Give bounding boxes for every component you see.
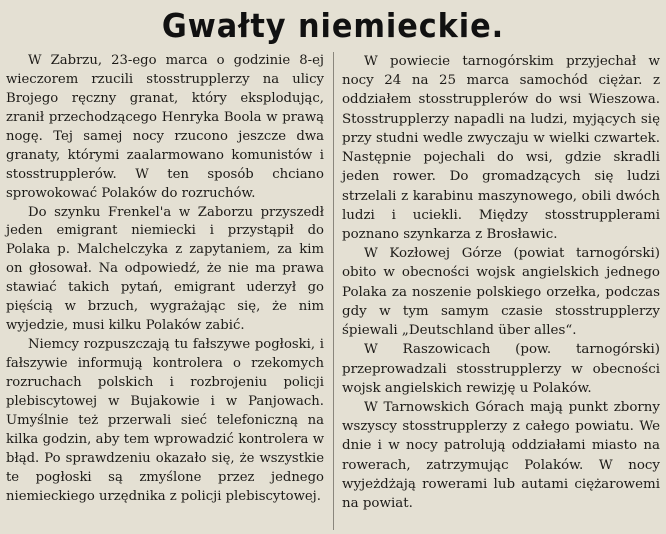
paragraph: Niemcy rozpuszczają tu fałszywe pogłoski, i fałszywie informują kontrolera o rzekomych rozruchach polskich i rozbrojeniu policji plebiscytowej w Bujakowie i w Panjowach. Umyślnie też przerwali sieć telefoniczną na kilka godzin, aby tem wprowadzić kontrolera w błąd. Po sprawdzeniu okazało się, że wszystkie te pogłoski są zmyślone przez jednego niemieckiego urzędnika z policji plebiscytowej. (6, 337, 324, 504)
paragraph: W Zabrzu, 23-ego marca o godzinie 8-ej wieczorem rzucili stosstrupplerzy na ulicy Brojego ręczny granat, który eksplodując, zranił przechodzącego Henryka Boola w prawą nogę. Tej samej nocy rzucono jeszcze dwa granaty, którymi zaalarmowano komunistów i stosstrupplerów. W ten sposób chciano sprowokować Polaków do rozruchów. (6, 53, 324, 201)
paragraph: W powiecie tarnogórskim przyjechał w nocy 24 na 25 marca samochód ciężar. z oddziałem stosstrupplerów do wsi Wieszowa. Stosstrupplerzy napadli na ludzi, myjących się przy studni wedle zwyczaju w wielki czwartek. Następnie pojechali do wsi, gdzie skradli jeden rower. Do gromadzących się ludzi strzelali z karabinu maszynowego, obili dwóch ludzi i uciekli. Między stosstrupplerami poznano szynkarza z Brosławic. (342, 54, 660, 242)
column-divider (333, 52, 334, 530)
paragraph: W Tarnowskich Górach mają punkt zborny wszyscy stosstrupplerzy z całego powiatu. We dnie i w nocy patrolują oddziałami miasto na rowerach, zatrzymując Polaków. W nocy wyjeżdżają rowerami lub autami ciężarowemi na powiat. (342, 399, 660, 512)
article-headline: Gwałty niemieckie. (161, 6, 505, 45)
right-column (342, 52, 660, 513)
paragraph: W Raszowicach (pow. tarnogórski) przeprowadzali stosstrupplerzy w obecności wojsk angielskich rewizję u Polaków. (342, 342, 660, 396)
left-column (6, 52, 324, 507)
paragraph: Do szynku Frenkel'a w Zaborzu przyszedł jeden emigrant niemiecki i przystąpił do Polaka p. Malchelczyka z zapytaniem, za kim on głosował. Na odpowiedź, że nie ma prawa stawiać takich pytań, emigrant uderzył go pięścią w brzuch, wygrażając się, że nim wyjedzie, musi kilku Polaków zabić. (6, 204, 324, 334)
paragraph: W Kozłowej Górze (powiat tarnogórski) obito w obecności wojsk angielskich jednego Polaka za noszenie polskiego orzełka, podczas gdy w tym samym czasie stosstrupplerzy śpiewali „Deutschland über alles“. (342, 246, 660, 339)
